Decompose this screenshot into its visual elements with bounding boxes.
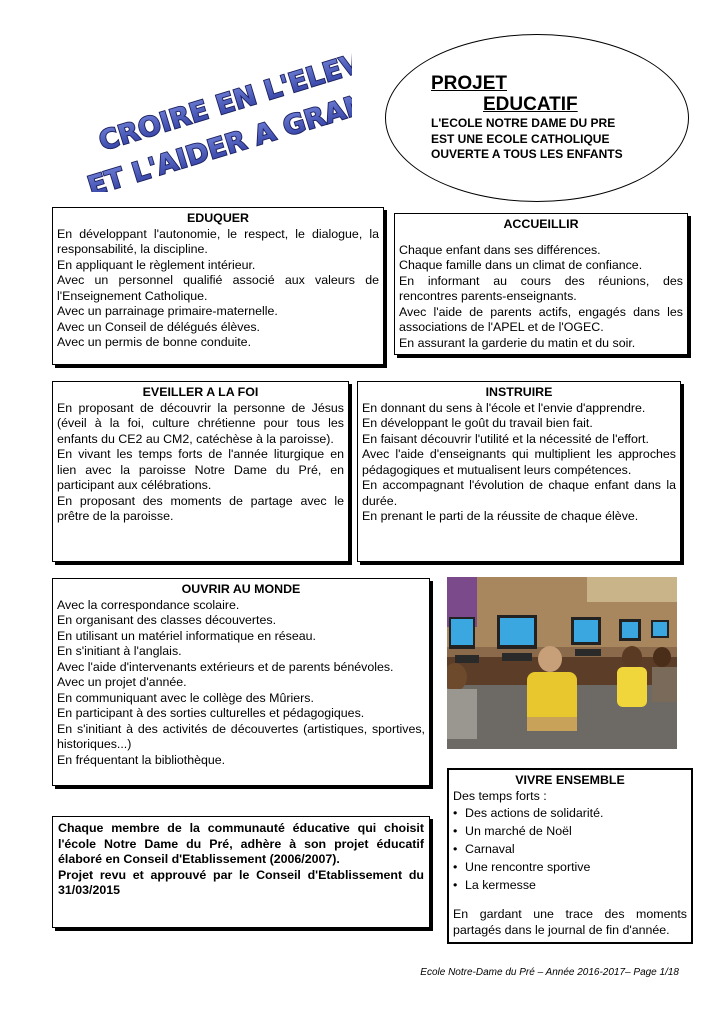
wordart-line2: ET L'AIDER A GRANDIR [84,72,352,192]
section-eduquer [52,207,384,365]
page-title-line1: PROJET [431,73,508,94]
list-item: • Des actions de solidarité. [453,804,687,822]
section-line: En organisant des classes découvertes. [57,613,277,627]
section-line: Avec un parrainage primaire-maternelle. [57,304,278,318]
statement-box [52,816,430,928]
section-vivre [447,768,693,944]
subtitle-line: EST UNE ECOLE CATHOLIQUE [431,131,610,146]
section-line: Chaque famille dans un climat de confiance. [399,258,643,272]
section-line: En faisant découvrir l'utilité et la nécessité de l'effort. [362,431,649,446]
section-line: En s'initiant à l'anglais. [57,644,182,658]
section-line: En communiquant avec le collège des Mûriers. [57,690,314,705]
section-line: En participant à des sorties culturelles et pédagogiques. [57,706,365,720]
list-item: • Une rencontre sportive [453,858,687,876]
section-line: En s'initiant à des activités de découvertes (artistiques, sportives, historiques...) [57,721,425,751]
section-line: En utilisant un matériel informatique en réseau. [57,628,316,643]
section-line: Avec un Conseil de délégués élèves. [57,319,260,334]
section-line: Avec l'aide d'enseignants qui multiplient les approches pédagogiques et mutualisent leurs compétences. [362,447,676,477]
section-title: INSTRUIRE [485,385,553,399]
section-line: Avec un personnel qualifié associé aux valeurs de l'Enseignement Catholique. [57,273,379,303]
section-line: Avec un projet d'année. [57,675,187,689]
vivre-list [453,804,687,894]
section-title: ACCUEILLIR [503,217,579,231]
section-line: Avec la correspondance scolaire. [57,597,240,612]
list-item: • Carnaval [453,840,687,858]
section-line: En développant l'autonomie, le respect, le dialogue, la responsabilité, la discipline. [57,226,379,256]
section-line: En prenant le parti de la réussite de chaque élève. [362,509,639,523]
statement-text: Projet revu et approuvé par le Conseil d'Etablissement du 31/03/2015 [58,867,424,897]
section-title: VIVRE ENSEMBLE [515,773,625,787]
header-subtitle [431,116,671,163]
list-item: • La kermesse [453,876,687,894]
section-line: En informant au cours des réunions, des rencontres parents-enseignants. [399,273,683,303]
section-line: En développant le goût du travail bien fait. [362,416,593,430]
wordart-title [82,52,352,192]
section-line: En vivant les temps forts de l'année liturgique en lien avec la paroisse Notre Dame du Pré, en participant aux célébrations. [57,447,344,492]
section-line: En accompagnant l'évolution de chaque enfant dans la durée. [362,478,676,508]
section-line: En appliquant le règlement intérieur. [57,257,256,272]
page-footer: Ecole Notre-Dame du Pré – Année 2016-2017– Page 1/18 [420,967,679,978]
list-item: • Un marché de Noël [453,822,687,840]
classroom-photo [447,577,677,749]
section-line: En proposant de découvrir la personne de Jésus (éveil à la foi, culture chrétienne pour tous les enfants du CE2 au CM2, catéchèse à la paroisse). [57,400,344,446]
section-title: EVEILLER A LA FOI [142,385,259,399]
subtitle-line: L'ECOLE NOTRE DAME DU PRE [431,116,616,130]
page-title-line2: EDUCATIF [483,94,578,115]
section-line: Avec l'aide d'intervenants extérieurs et de parents bénévoles. [57,659,394,674]
section-accueillir [394,213,688,355]
subtitle-line: OUVERTE A TOUS LES ENFANTS [431,147,623,161]
section-line: En proposant des moments de partage avec le prêtre de la paroisse. [57,493,344,523]
section-ouvrir [52,578,430,786]
section-closing: En gardant une trace des moments partagés dans le journal de fin d'année. [453,907,687,937]
section-line: Avec un permis de bonne conduite. [57,335,252,349]
section-title: OUVRIR AU MONDE [181,582,301,596]
section-intro: Des temps forts : [453,788,547,803]
section-title: EDUQUER [187,211,249,225]
wordart-line1: CROIRE EN L'ELEVE [95,52,352,158]
section-line: En assurant la garderie du matin et du soir. [399,335,636,350]
section-line: En donnant du sens à l'école et l'envie d'apprendre. [362,400,646,415]
statement-text: Chaque membre de la communauté éducative qui choisit l'école Notre Dame du Pré, adhère à son projet éducatif élaboré en Conseil d'Etablissement (2006/2007). [58,821,424,866]
section-line: En fréquentant la bibliothèque. [57,752,226,767]
section-eveiller [52,381,349,562]
section-line: Chaque enfant dans ses différences. [399,242,601,257]
section-line: Avec l'aide de parents actifs, engagés dans les associations de l'APEL et de l'OGEC. [399,304,683,334]
section-instruire [357,381,681,562]
